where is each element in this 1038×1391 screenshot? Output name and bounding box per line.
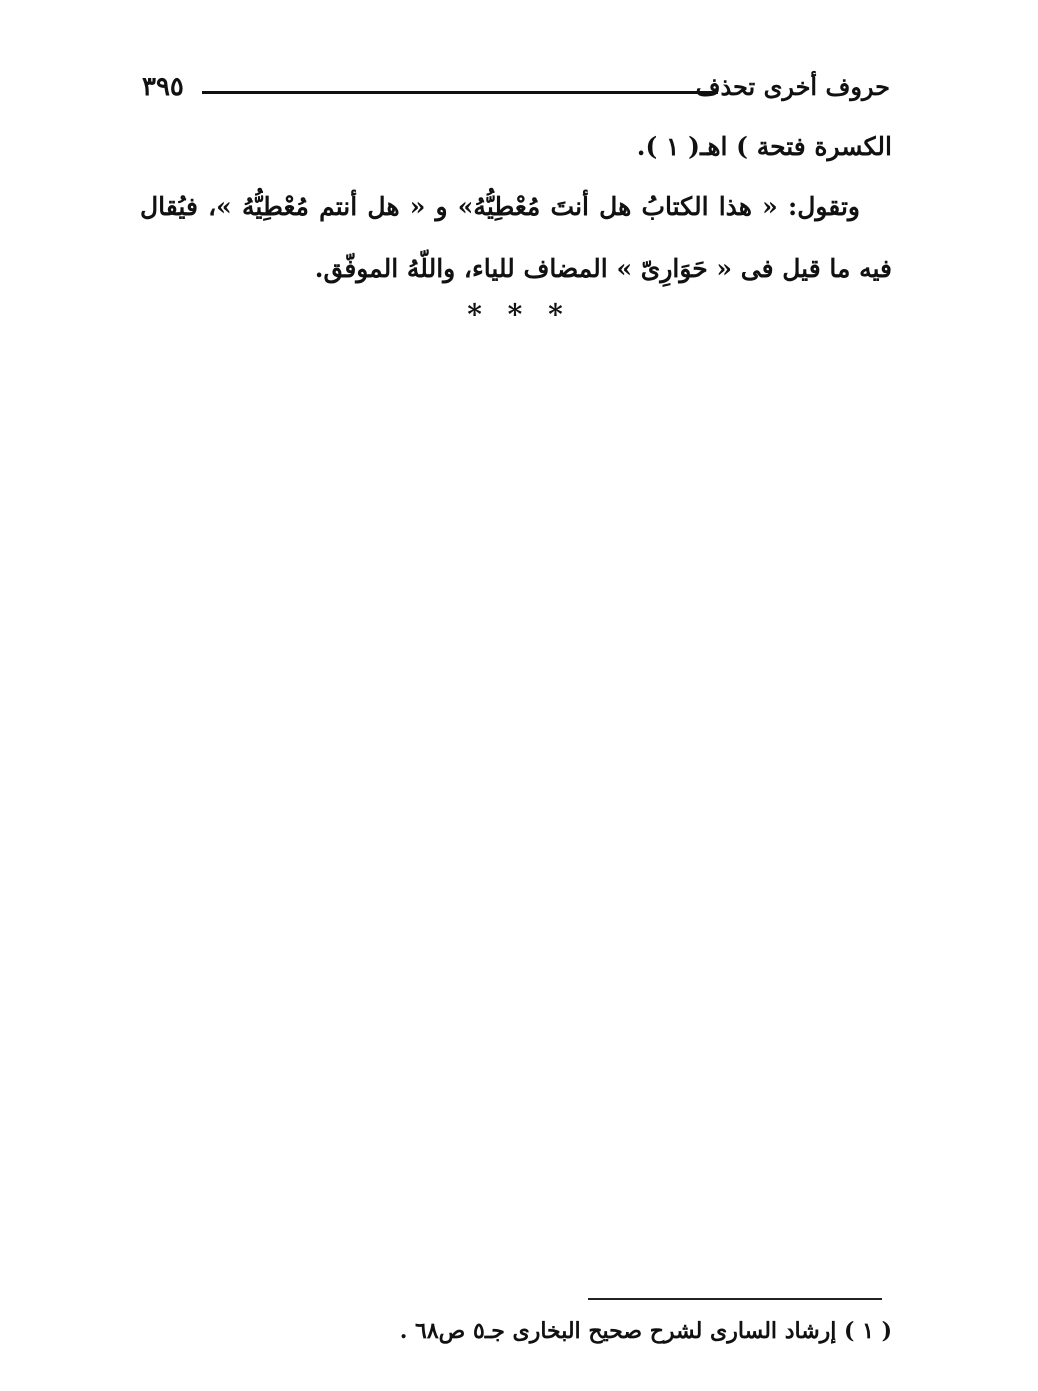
- running-title: حروف أخرى تحذف: [695, 72, 890, 101]
- footnote: ( ١ ) إرشاد السارى لشرح صحيح البخارى جـ٥ ص٦٨ .: [399, 1318, 892, 1344]
- footnote-rule: [588, 1298, 882, 1300]
- body-paragraph-2-text: وتقول: « هذا الكتابُ هل أنتَ مُعْطِيُّهُ» و « هل أنتم مُعْطِيُّهُ »، فيُقال فيه ما قيل فى « حَوَارِىّ » المضاف للياء، واللّهُ الموفّق.: [140, 192, 892, 283]
- body-paragraph-2: [140, 176, 892, 300]
- page-header: [140, 68, 892, 108]
- section-separator: * * *: [467, 298, 571, 331]
- header-rule: [202, 91, 718, 94]
- page-number: ٣٩٥: [142, 72, 184, 102]
- body-paragraph-1: الكسرة فتحة ) اهـ( ١ ).: [636, 132, 892, 161]
